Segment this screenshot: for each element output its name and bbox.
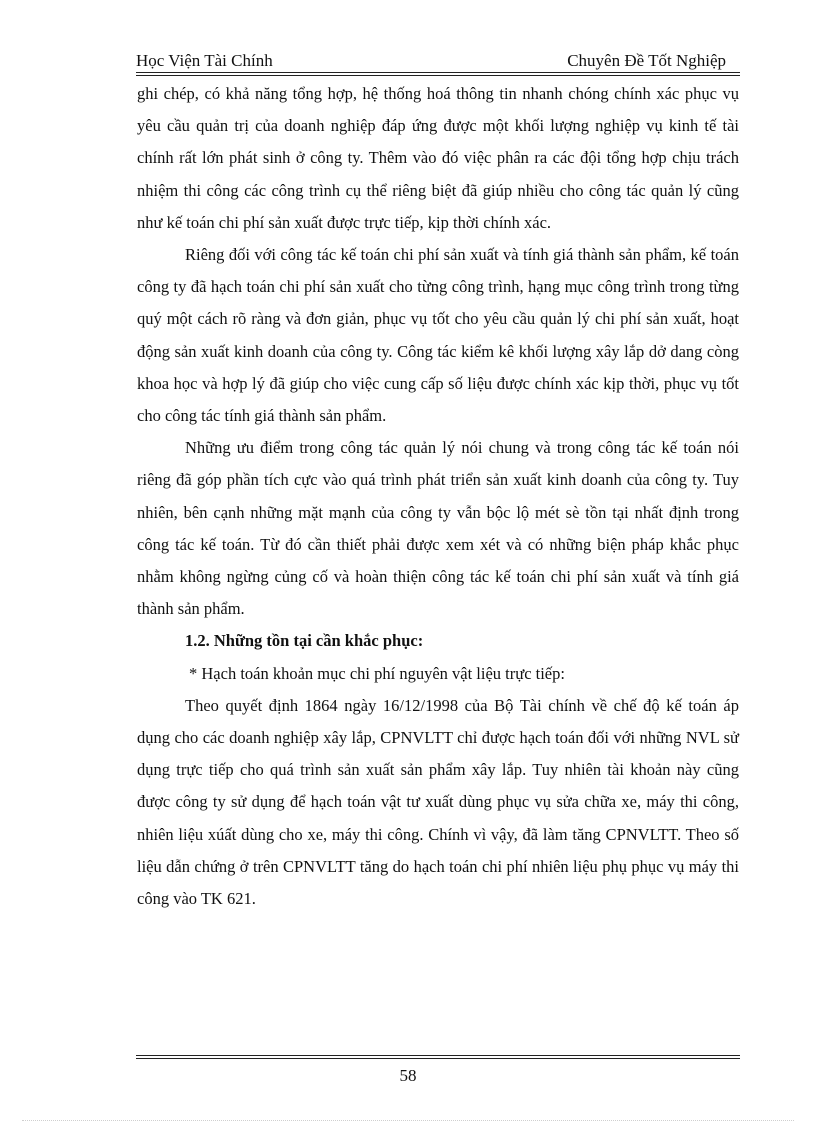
paragraph-decision-1864: Theo quyết định 1864 ngày 16/12/1998 của Bộ Tài chính về chế độ kế toán áp dụng cho các doanh nghiệp xây lắp, CPNVLTT chỉ được hạch toán đối với những NVL sử dụng trực tiếp cho quá trình sản xuất sản phẩm xây lắp. Tuy nhiên tài khoản này cũng được công ty sử dụng để hạch toán vật tư xuất dùng phục vụ sửa chữa xe, máy thi công, nhiên liệu xúất dùng cho xe, máy thi công. Chính vì vậy, đã làm tăng CPNVLTT. Theo số liệu dẫn chứng ở trên CPNVLTT tăng do hạch toán chi phí nhiên liệu phụ phục vụ máy thi công vào TK 621. bbox=[137, 695, 739, 909]
header-document-type: Chuyên Đề Tốt Nghiệp bbox=[567, 51, 726, 70]
header-rule-top bbox=[136, 72, 740, 73]
page-number: 58 bbox=[399, 1066, 417, 1085]
header-rule-bottom bbox=[136, 75, 740, 76]
page-edge-divider bbox=[22, 1120, 794, 1121]
page-body bbox=[137, 78, 739, 915]
paragraph-continuation: ghi chép, có khả năng tổng hợp, hệ thống hoá thông tin nhanh chóng chính xác phục vụ yêu cầu quản trị của doanh nghiệp đáp ứng được một khối lượng nghiệp vụ kinh tế tài chính rất lớn phát sinh ở công ty. Thêm vào đó việc phân ra các đội tổng hợp chịu trách nhiệm thi công các công trình cụ thể riêng biệt đã giúp nhiều cho công tác quản lý cũng như kế toán chi phí sản xuất được trực tiếp, kịp thời chính xác. bbox=[137, 84, 739, 232]
paragraph-advantages: Những ưu điểm trong công tác quản lý nói chung và trong công tác kế toán nói riêng đã góp phần tích cực vào quá trình phát triển sản xuất kinh doanh của công ty. Tuy nhiên, bên cạnh những mặt mạnh của công ty vẫn bộc lộ mét sè tồn tại nhất định trong công tác kế toán. Từ đó cần thiết phải được xem xét và có những biện pháp khắc phục nhằm không ngừng củng cố và hoàn thiện công tác kế toán chi phí sản xuất và tính giá thành sản phẩm. bbox=[137, 438, 739, 619]
section-heading: 1.2. Những tồn tại cần khắc phục: bbox=[185, 631, 424, 651]
footer-rule-top bbox=[136, 1055, 740, 1056]
paragraph-cost-accounting: Riêng đối với công tác kế toán chi phí sản xuất và tính giá thành sản phẩm, kế toán công ty đã hạch toán chi phí sản xuất cho từng công trình, hạng mục công trình trong từng quý một cách rõ ràng và đơn giản, phục vụ tốt cho yêu cầu quản lý chi phí sản xuất, hoạt động sản xuất kinh doanh của công ty. Công tác kiểm kê khối lượng xây lắp dở dang còng khoa học và hợp lý đã giúp cho việc cung cấp số liệu được chính xác kịp thời, phục vụ tốt cho công tác tính giá thành sản phẩm. bbox=[137, 245, 739, 426]
header-institution: Học Viện Tài Chính bbox=[136, 51, 273, 70]
footer-rule-bottom bbox=[136, 1058, 740, 1059]
bullet-item: * Hạch toán khoản mục chi phí nguyên vật liệu trực tiếp: bbox=[189, 663, 565, 683]
